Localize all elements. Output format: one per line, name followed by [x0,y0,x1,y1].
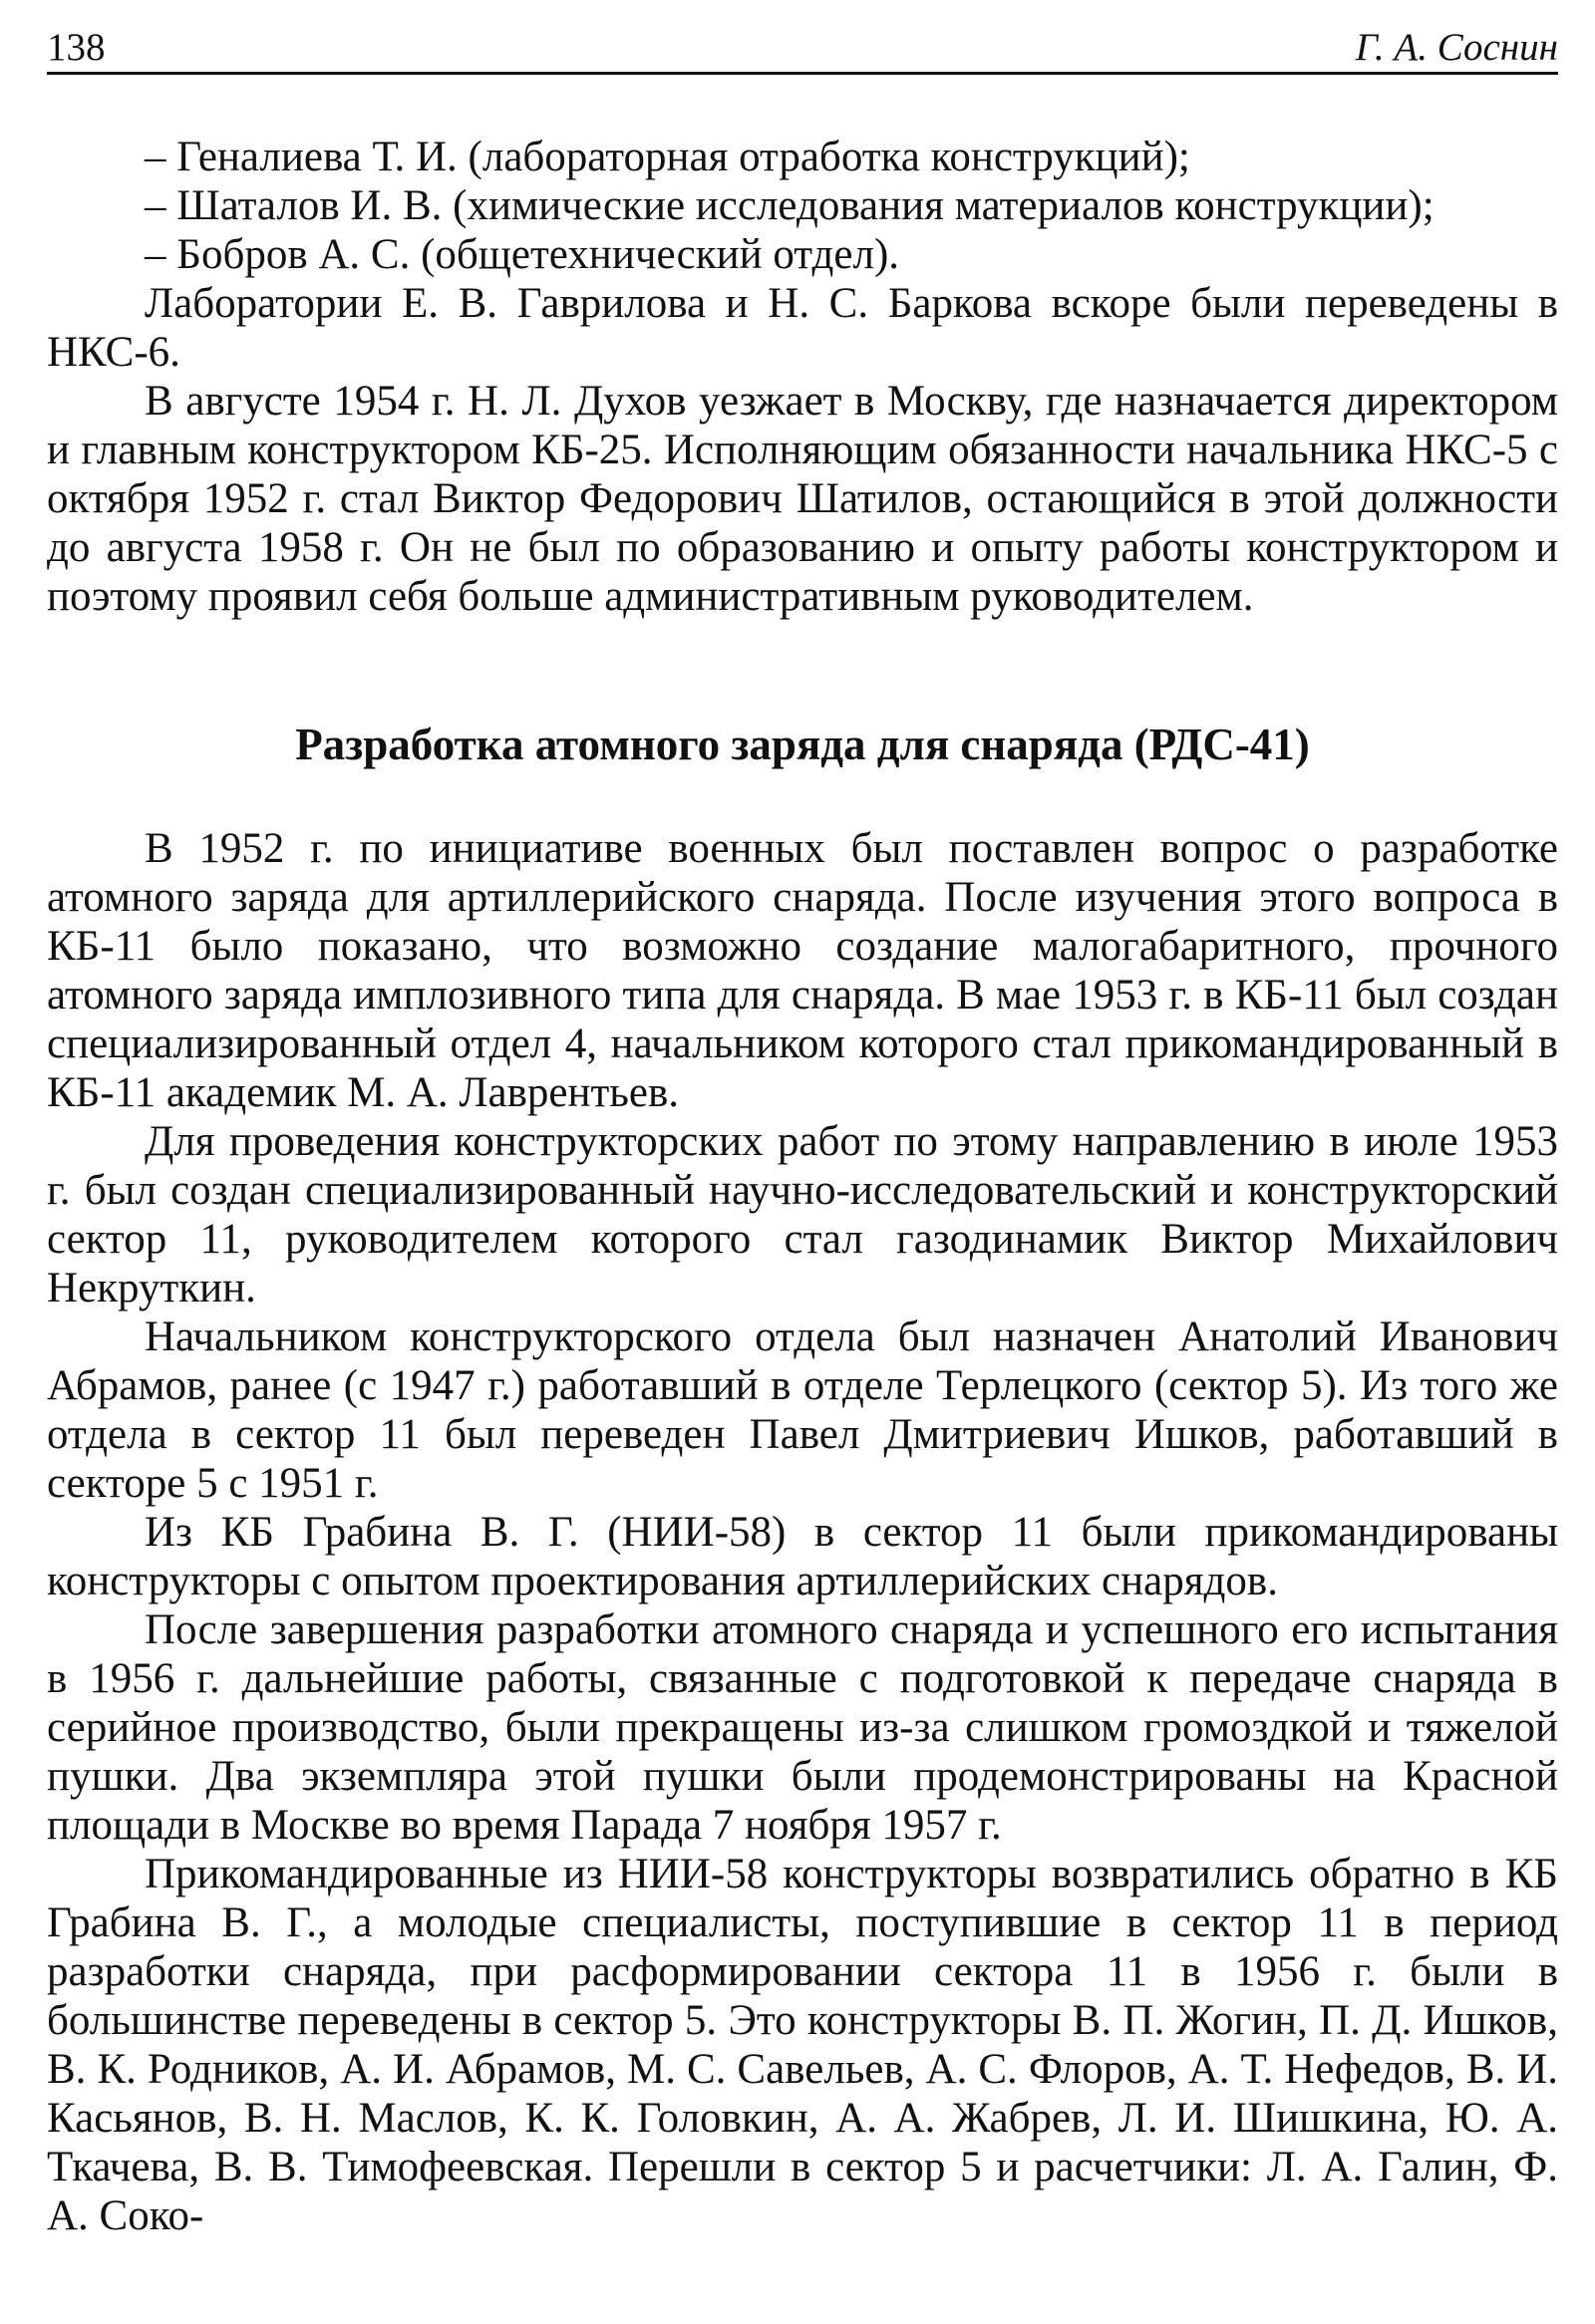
paragraph: После завершения разработки атомного снаряда и успешного его испытания в 1956 г. дальнейшие работы, связанные с подготовкой к передаче снаряда в серийное производство, были прекращены из-за слишком громоздкой и тяжелой пушки. Два экземпляра этой пушки были продемонстрированы на Красной площади в Москве во время Парада 7 ноября 1957 г. [47,1606,1558,1849]
paragraph: Для проведения конструкторских работ по этому направлению в июле 1953 г. был создан специализированный научно-исследовательский и конструкторский сектор 11, руководителем которого стал газодинамик Виктор Михайлович Некруткин. [47,1118,1558,1311]
book-page [47,0,1558,2324]
list-item: – Геналиева Т. И. (лабораторная отработка конструкций); [145,134,1190,180]
paragraph: Из КБ Грабина В. Г. (НИИ-58) в сектор 11 были прикомандированы конструкторы с опытом проектирования артиллерийских снарядов. [47,1509,1558,1604]
running-header-author: Г. А. Соснин [1355,26,1558,69]
list-item: – Шаталов И. В. (химические исследования материалов конструкции); [145,182,1435,229]
paragraph: Начальником конструкторского отдела был назначен Анатолий Иванович Абрамов, ранее (с 1947 г.) работавший в отделе Терлецкого (сектор 5). Из того же отдела в сектор 11 был переведен Павел Дмитриевич Ишков, работавший в секторе 5 с 1951 г. [47,1313,1558,1507]
paragraph: Лаборатории Е. В. Гаврилова и Н. С. Баркова вскоре были переведены в НКС-6. [47,280,1558,376]
body-text [47,133,1558,2240]
paragraph: Прикомандированные из НИИ-58 конструкторы возвратились обратно в КБ Грабина В. Г., а молодые специалисты, поступившие в сектор 11 в период разработки снаряда, при расформировании сектора 11 в 1956 г. были в большинстве переведены в сектор 5. Это конструкторы В. П. Жогин, П. Д. Ишков, В. К. Родников, А. И. Абрамов, М. С. Савельев, А. С. Флоров, А. Т. Нефедов, В. И. Касьянов, В. Н. Маслов, К. К. Головкин, А. А. Жабрев, Л. И. Шишкина, Ю. А. Ткачева, В. В. Тимофеевская. Перешли в сектор 5 и расчетчики: Л. А. Галин, Ф. А. Соко- [47,1851,1558,2239]
list-item: – Бобров А. С. (общетехнический отдел). [145,231,900,278]
paragraph: В 1952 г. по инициативе военных был поставлен вопрос о разработке атомного заряда для артиллерийского снаряда. После изучения этого вопроса в КБ-11 было показано, что возможно создание малогабаритного, прочного атомного заряда имплозивного типа для снаряда. В мае 1953 г. в КБ-11 был создан специализированный отдел 4, начальником которого стал прикомандированный в КБ-11 академик М. А. Лаврентьев. [47,825,1558,1116]
page-number: 138 [47,26,106,69]
section-title: Разработка атомного заряда для снаряда (РДС-41) [295,720,1310,769]
running-header [47,22,1558,75]
paragraph: В августе 1954 г. Н. Л. Духов уезжает в Москву, где назначается директором и главным конструктором КБ-25. Исполняющим обязанности начальника НКС-5 с октября 1952 г. стал Виктор Федорович Шатилов, остающийся в этой должности до августа 1958 г. Он не был по образованию и опыту работы конструктором и поэтому проявил себя больше административным руководителем. [47,378,1558,620]
